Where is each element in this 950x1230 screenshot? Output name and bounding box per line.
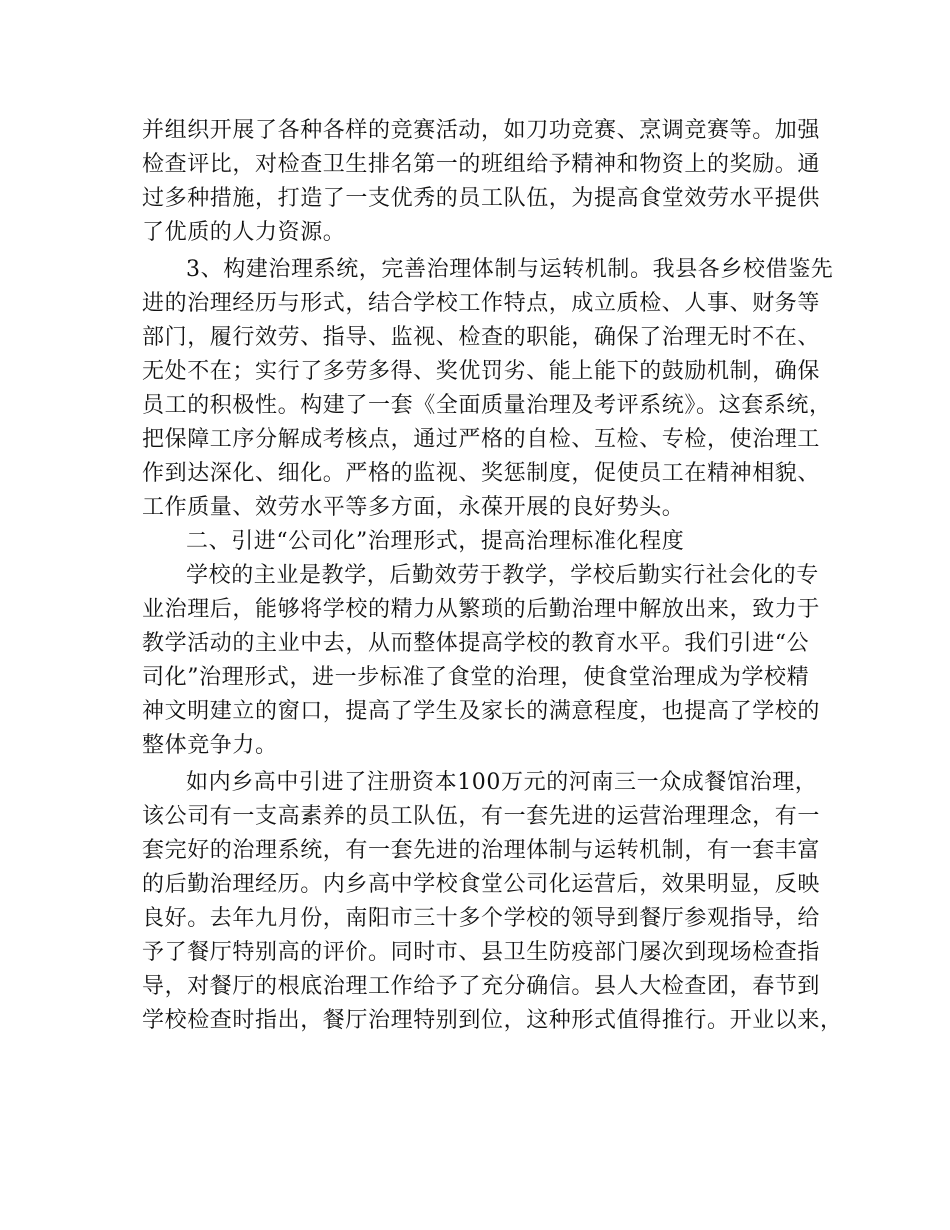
paragraph-first-line: 如内乡高中引进了注册资本100万元的河南三一众成餐馆治理， (186, 770, 818, 795)
text-line: 套完好的治理系统，有一套先进的治理体制与运转机制，有一套丰富 (142, 838, 821, 863)
text-line: 整体竞争力。 (142, 733, 278, 758)
text-line: 工作质量、效劳水平等多方面，永葆开展的良好势头。 (142, 495, 685, 520)
text-line: 了优质的人力资源。 (142, 220, 346, 245)
text-line: 无处不在；实行了多劳多得、奖优罚劣、能上能下的鼓励机制，确保 (142, 359, 821, 384)
text-line: 司化”治理形式，进一步标准了食堂的治理，使食堂治理成为学校精 (142, 665, 810, 690)
text-line: 学校检查时指出，餐厅治理特别到位，这种形式值得推行。开业以来， (142, 1008, 843, 1033)
text-line: 过多种措施，打造了一支优秀的员工队伍，为提高食堂效劳水平提供 (142, 186, 821, 211)
text-line: 的后勤治理经历。内乡高中学校食堂公司化运营后，效果明显，反映 (142, 872, 821, 897)
text-line: 神文明建立的窗口，提高了学生及家长的满意程度，也提高了学校的 (142, 699, 821, 724)
text-line: 导，对餐厅的根底治理工作给予了充分确信。县人大检查团，春节到 (142, 974, 821, 999)
text-line: 员工的积极性。构建了一套《全面质量治理及考评系统》。这套系统， (142, 393, 832, 418)
text-line: 部门，履行效劳、指导、监视、检查的职能，确保了治理无时不在、 (142, 325, 821, 350)
text-line: 进的治理经历与形式，结合学校工作特点，成立质检、人事、财务等 (142, 291, 821, 316)
text-line: 该公司有一支高素养的员工队伍，有一套先进的运营治理理念，有一 (142, 804, 821, 829)
section-heading: 二、引进“公司化”治理形式，提高治理标准化程度 (186, 529, 685, 554)
text-line: 作到达深化、细化。严格的监视、奖惩制度，促使员工在精神相貌、 (142, 461, 821, 486)
text-line: 予了餐厅特别高的评价。同时市、县卫生防疫部门屡次到现场检查指 (142, 940, 821, 965)
paragraph-first-line: 学校的主业是教学，后勤效劳于教学，学校后勤实行社会化的专 (186, 563, 819, 588)
text-line: 把保障工序分解成考核点，通过严格的自检、互检、专检，使治理工 (142, 427, 821, 452)
paragraph-first-line: 3、构建治理系统，完善治理体制与运转机制。我县各乡校借鉴先 (186, 257, 834, 282)
text-line: 检查评比，对检查卫生排名第一的班组给予精神和物资上的奖励。通 (142, 152, 821, 177)
text-line: 良好。去年九月份，南阳市三十多个学校的领导到餐厅参观指导，给 (142, 906, 821, 931)
text-line: 教学活动的主业中去，从而整体提高学校的教育水平。我们引进“公 (142, 631, 810, 656)
text-line: 并组织开展了各种各样的竞赛活动，如刀功竞赛、烹调竞赛等。加强 (142, 118, 821, 143)
text-line: 业治理后，能够将学校的精力从繁琐的后勤治理中解放出来，致力于 (142, 597, 821, 622)
document-page (142, 114, 843, 1038)
